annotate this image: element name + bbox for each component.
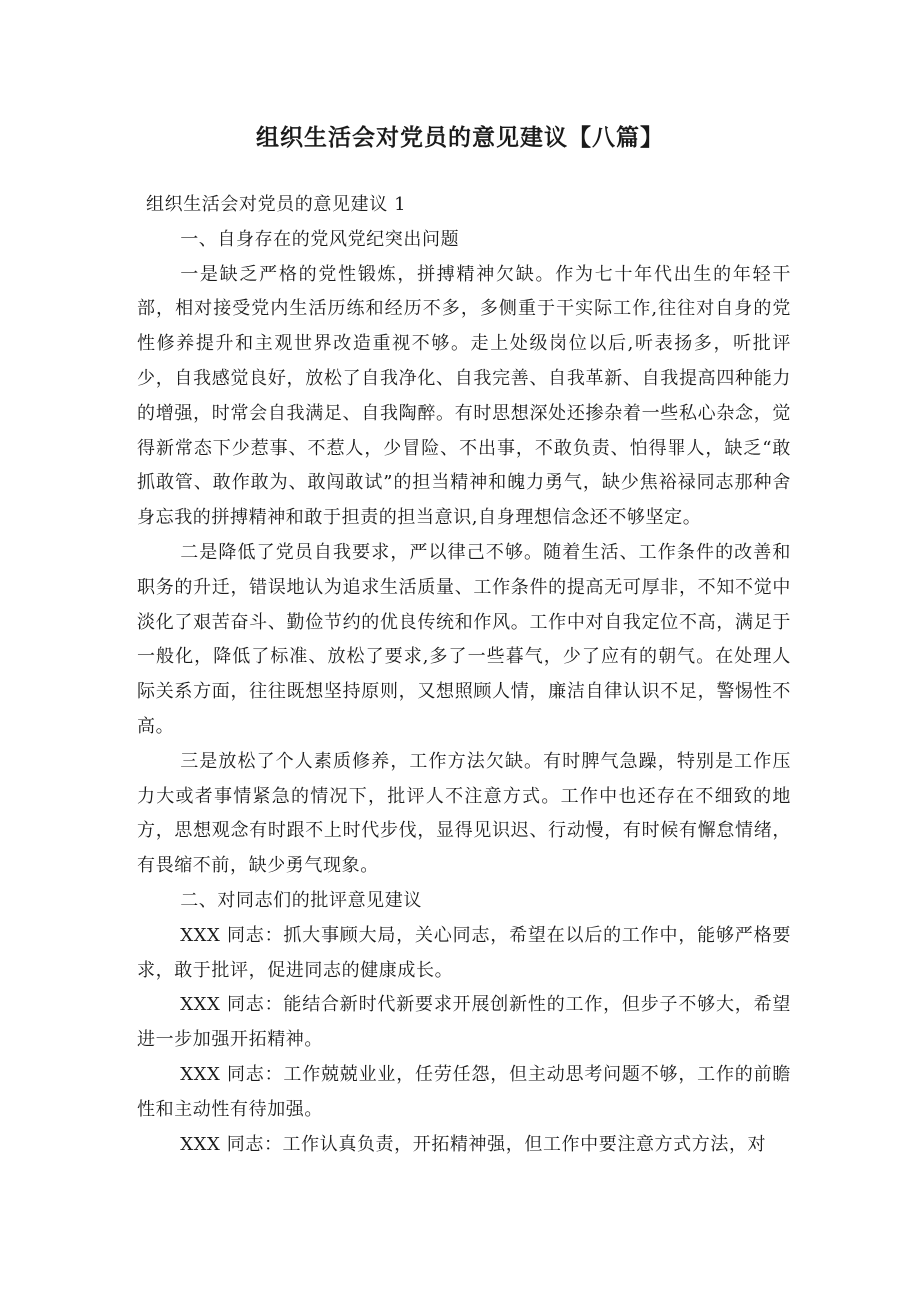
- document-title: 组织生活会对党员的意见建议【八篇】: [256, 125, 664, 151]
- heading-problems: 一、自身存在的党风党纪突出问题: [180, 228, 460, 250]
- paragraph-personal-quality: 三是放松了个人素质修养，工作方法欠缺。有时脾气急躁，特别是工作压力大或者事情紧急的情况下，批评人不注意方式。工作中也还存在不细致的地方，思想观念有时跟不上时代步伐，显得见识迟、行动慢，有时候有懈怠情绪，有畏缩不前，缺少勇气现象。: [137, 750, 791, 877]
- heading-criticism: 二、对同志们的批评意见建议: [180, 889, 422, 911]
- section-subtitle: 组织生活会对党员的意见建议 1: [146, 194, 407, 215]
- comment-item: XXX 同志：工作认真负责，开拓精神强，但工作中要注意方式方法，对: [180, 1133, 767, 1155]
- paragraph-self-discipline: 二是降低了党员自我要求，严以律己不够。随着生活、工作条件的改善和职务的升迁，错误地认为追求生活质量、工作条件的提高无可厚非，不知不觉中淡化了艰苦奋斗、勤俭节约的优良传统和作风。工作中对自我定位不高，满足于一般化，降低了标准、放松了要求,多了一些暮气，少了应有的朝气。在处理人际关系方面，往往既想坚持原则，又想照顾人情，廉洁自律认识不足，警惕性不高。: [137, 541, 791, 737]
- document-body: [137, 188, 791, 1162]
- comment-item: XXX 同志：能结合新时代新要求开展创新性的工作，但步子不够大，希望进一步加强开拓精神。: [137, 994, 791, 1051]
- comment-item: XXX 同志：抓大事顾大局，关心同志，希望在以后的工作中，能够严格要求，敢于批评，促进同志的健康成长。: [137, 924, 791, 981]
- paragraph-party-spirit: 一是缺乏严格的党性锻炼，拼搏精神欠缺。作为七十年代出生的年轻干部，相对接受党内生活历练和经历不多，多侧重于干实际工作,往往对自身的党性修养提升和主观世界改造重视不够。走上处级岗位以后,听表扬多，听批评少，自我感觉良好，放松了自我净化、自我完善、自我革新、自我提高四种能力的增强，时常会自我满足、自我陶醉。有时思想深处还掺杂着一些私心杂念，觉得新常态下少惹事、不惹人，少冒险、不出事，不敢负责、怕得罪人，缺乏“敢抓敢管、敢作敢为、敢闯敢试”的担当精神和魄力勇气，缺少焦裕禄同志那种舍身忘我的拼搏精神和敢于担责的担当意识,自身理想信念还不够坚定。: [137, 263, 791, 529]
- comment-item: XXX 同志：工作兢兢业业，任劳任怨，但主动思考问题不够，工作的前瞻性和主动性有待加强。: [137, 1063, 791, 1120]
